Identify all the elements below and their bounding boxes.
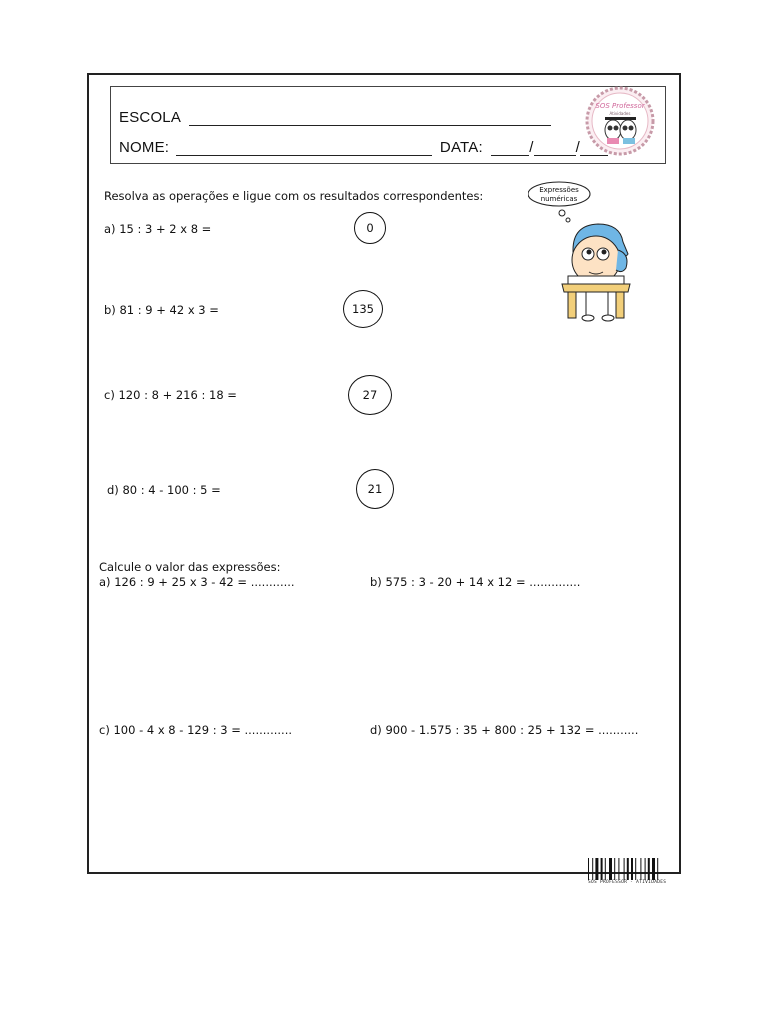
date-month-field[interactable]: [534, 141, 576, 156]
school-field[interactable]: [189, 111, 551, 126]
date-separator: /: [529, 139, 534, 156]
barcode-text: SOS PROFESSOR - ATIVIDADES: [588, 880, 667, 885]
section2-item-b: b) 575 : 3 - 20 + 14 x 12 = ..............: [370, 575, 581, 589]
name-date-line: [119, 139, 608, 156]
owl-graduates-logo-icon: [585, 86, 655, 156]
thinking-boy-at-desk-icon: [528, 180, 638, 325]
result-circle-27[interactable]: 27: [348, 375, 392, 415]
section2-item-a: a) 126 : 9 + 25 x 3 - 42 = ............: [99, 575, 295, 589]
section1-item-b: b) 81 : 9 + 42 x 3 =: [104, 303, 219, 317]
section2-item-d: d) 900 - 1.575 : 35 + 800 : 25 + 132 = ...........: [370, 723, 639, 737]
date-day-field[interactable]: [491, 141, 529, 156]
school-label: ESCOLA: [119, 109, 181, 126]
section2-item-c: c) 100 - 4 x 8 - 129 : 3 = .............: [99, 723, 293, 737]
date-label: DATA:: [439, 139, 483, 156]
bubble-text-1: Expressões: [539, 186, 579, 194]
section1-item-d: d) 80 : 4 - 100 : 5 =: [107, 483, 221, 497]
bubble-text-2: numéricas: [540, 195, 578, 203]
section1-item-c: c) 120 : 8 + 216 : 18 =: [104, 388, 237, 402]
section1-instruction: Resolva as operações e ligue com os resultados correspondentes:: [104, 189, 484, 203]
date-separator: /: [575, 139, 580, 156]
logo-title: SOS Professor: [595, 102, 645, 110]
name-field[interactable]: [176, 141, 432, 156]
result-circle-21[interactable]: 21: [356, 469, 394, 509]
section1-item-a: a) 15 : 3 + 2 x 8 =: [104, 222, 212, 236]
section2-instruction: Calcule o valor das expressões:: [99, 560, 281, 574]
logo-subtitle: Atividades: [609, 111, 631, 116]
name-label: NOME:: [119, 139, 170, 156]
barcode-icon: [588, 858, 673, 880]
result-circle-0[interactable]: 0: [354, 212, 386, 244]
result-circle-135[interactable]: 135: [343, 290, 383, 328]
school-line: [119, 109, 551, 126]
